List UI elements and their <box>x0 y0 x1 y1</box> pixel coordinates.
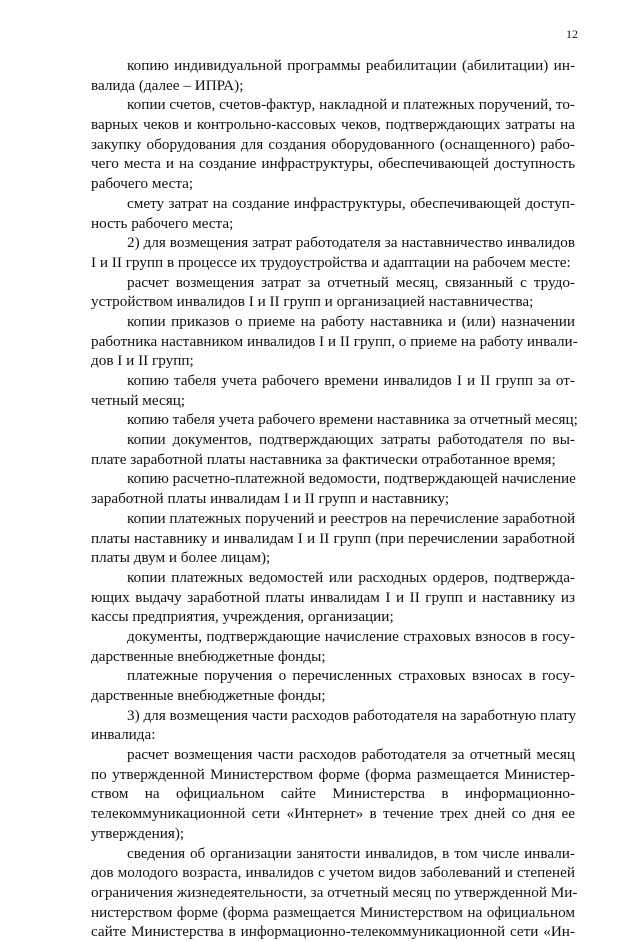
text-line: нистерством форме (форма размещается Министерством на официальном <box>91 903 575 921</box>
text-line: дарственные внебюджетные фонды; <box>91 687 326 704</box>
text-line: телекоммуникационной сети «Интернет» в течение трех дней со дня ее <box>91 805 575 823</box>
text-line: ством на официальном сайте Министерства в информационно- <box>91 785 575 803</box>
text-line: документы, подтверждающие начисление страховых взносов в госу- <box>127 627 575 645</box>
text-line: кассы предприятия, учреждения, организации; <box>91 608 394 626</box>
text-line: ющих выдачу заработной платы инвалидам I и II групп и наставнику из <box>91 588 575 606</box>
text-line: 3) для возмещения части расходов работодателя на заработную плату <box>127 706 577 724</box>
text-line: копии платежных поручений и реестров на перечисление заработной <box>127 509 576 527</box>
text-line: дов молодого возраста, инвалидов с учетом видов заболеваний и степеней <box>91 864 575 882</box>
text-line: дарственные внебюджетные фонды; <box>91 647 326 665</box>
text-line: копию табеля учета рабочего времени наставника за отчетный месяц; <box>127 411 578 429</box>
text-line: варных чеков и контрольно-кассовых чеков, подтверждающих затраты на <box>91 116 575 134</box>
text-line: платы наставнику и инвалидам I и II групп (при перечислении заработной <box>91 529 575 547</box>
text-line: работника наставником инвалидов I и II групп, о приеме на работу инвали- <box>91 332 578 350</box>
document-body <box>91 56 578 942</box>
text-line: копию индивидуальной программы реабилитации (абилитации) ин- <box>127 57 575 74</box>
text-line: дов I и II групп; <box>91 352 194 370</box>
text-line: чего места и на создание инфраструктуры, обеспечивающей доступность <box>91 155 575 173</box>
text-line: рабочего места; <box>91 175 194 193</box>
text-line: ограничения жизнедеятельности, за отчетный месяц по утвержденной Ми- <box>91 883 578 901</box>
text-line: сведения об организации занятости инвалидов, в том числе инвали- <box>127 844 575 862</box>
text-line: ность рабочего места; <box>91 214 234 232</box>
text-line: копии документов, подтверждающих затраты работодателя по вы- <box>127 431 575 449</box>
text-line: расчет возмещения затрат за отчетный месяц, связанный с трудо- <box>127 273 575 291</box>
text-line: 2) для возмещения затрат работодателя за наставничество инвалидов <box>127 234 575 252</box>
text-line: инвалида: <box>91 726 156 744</box>
text-line: копии приказов о приеме на работу наставника и (или) назначении <box>127 312 575 330</box>
text-line: утверждения); <box>91 824 185 842</box>
text-line: заработной платы инвалидам I и II групп и наставнику; <box>91 490 450 508</box>
text-line: копии платежных ведомостей или расходных ордеров, подтвержда- <box>127 568 575 586</box>
text-line: платы двум и более лицам); <box>91 549 271 567</box>
text-line: плате заработной платы наставника за фактически отработанное время; <box>91 450 556 468</box>
text-line: копию табеля учета рабочего времени инвалидов I и II групп за от- <box>127 372 575 389</box>
text-line: копию расчетно-платежной ведомости, подтверждающей начисление <box>127 470 576 488</box>
text-line: платежные поручения о перечисленных страховых взносах в госу- <box>127 667 575 685</box>
text-line: устройством инвалидов I и II групп и организацией наставничества; <box>91 293 534 311</box>
text-line: копии счетов, счетов-фактур, накладной и платежных поручений, то- <box>127 96 575 114</box>
text-line: I и II групп в процессе их трудоустройства и адаптации на рабочем месте: <box>91 253 571 271</box>
text-line: расчет возмещения части расходов работодателя за отчетный месяц <box>127 746 575 764</box>
text-line: по утвержденной Министерством форме (форма размещается Министер- <box>91 765 575 783</box>
text-line: четный месяц; <box>91 391 186 409</box>
text-line: сайте Министерства в информационно-телекоммуникационной сети «Ин- <box>91 923 575 941</box>
page-number: 12 <box>566 27 578 41</box>
text-line: валида (далее – ИПРА); <box>91 76 244 94</box>
text-line: закупку оборудования для создания оборудованного (оснащенного) рабо- <box>91 135 575 153</box>
text-line: смету затрат на создание инфраструктуры, обеспечивающей доступ- <box>127 194 575 212</box>
